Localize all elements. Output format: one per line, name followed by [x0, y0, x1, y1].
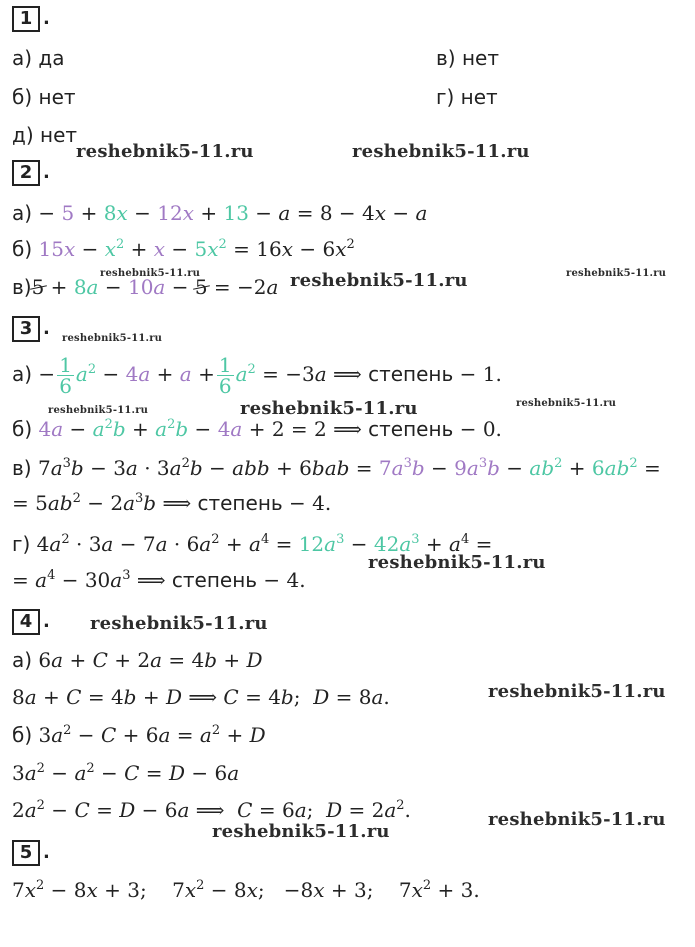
task-4-line-b2: $3a^2 - a^2 - C = D - 6a$: [12, 761, 240, 785]
task-4-line-a1: а) 6a + C + 2a = 4b + D: [12, 648, 263, 672]
task-1-answer-b: б) нет: [12, 85, 76, 109]
watermark: reshebnik5-11.ru: [100, 268, 201, 279]
watermark: reshebnik5-11.ru: [62, 333, 163, 344]
watermark: reshebnik5-11.ru: [90, 613, 268, 634]
task-1-answer-a: а) да: [12, 46, 65, 70]
watermark: reshebnik5-11.ru: [290, 270, 468, 291]
task-3-line-v2: = $5ab^2 - 2a^3b$ ⟹ степень − 4.: [12, 491, 332, 515]
task-1-answer-v: в) нет: [436, 46, 499, 70]
task-2-number: 2 .: [12, 160, 40, 186]
watermark: reshebnik5-11.ru: [516, 398, 617, 409]
task-3-number: 3 .: [12, 316, 40, 342]
watermark: reshebnik5-11.ru: [352, 141, 530, 162]
task-1-number: 1 .: [12, 6, 40, 32]
task-3-line-b: б) $4a - a^2b + a^2b - 4a + 2 = 2$ ⟹ степень − 0.: [12, 417, 502, 441]
task-2-line-a: а) − 5 + 8x − 12x + 13 − a = 8 − 4x − a: [12, 201, 428, 225]
watermark: reshebnik5-11.ru: [566, 268, 667, 279]
task-2-line-v: в)5 + 8a − 10a − 5 = −2a: [12, 275, 279, 299]
task-3-line-a: а) − $\frac{1}{6}$ $a^2 - 4a + a$ + $\frac{1}{6}$ $a^2 = -3a$ ⟹ степень − 1.: [12, 353, 502, 398]
task-3-line-g2: = $a^4 - 30a^3$ ⟹ степень − 4.: [12, 568, 306, 592]
watermark: reshebnik5-11.ru: [368, 552, 546, 573]
task-3-line-v1: в) $7a^3b - 3a \cdot 3a^2b$ − abb + $6bab = 7a^3b - 9a^3b - ab^2 + 6ab^2$ =: [12, 456, 661, 480]
task-1-answer-g: г) нет: [436, 85, 498, 109]
task-1-answer-d: д) нет: [12, 123, 78, 147]
watermark: reshebnik5-11.ru: [76, 141, 254, 162]
watermark: reshebnik5-11.ru: [488, 681, 666, 702]
watermark: reshebnik5-11.ru: [48, 405, 149, 416]
task-4-number: 4 .: [12, 609, 40, 635]
task-4-line-b1: б) $3a^2 - C + 6a = a^2 + D$: [12, 723, 266, 747]
task-3-line-g1: г) $4a^2 \cdot 3a - 7a \cdot 6a^2 + a^4 = 12a^3 - 42a^3 + a^4$ =: [12, 532, 493, 556]
task-4-line-a2: 8a + C = 4b + D ⟹ C = 4b; D = 8a.: [12, 685, 390, 709]
watermark: reshebnik5-11.ru: [212, 821, 390, 842]
task-4-line-b3: $2a^2 - C = D - 6a$ ⟹ C = 6a; $D = 2a^2$.: [12, 798, 411, 822]
watermark: reshebnik5-11.ru: [488, 809, 666, 830]
watermark: reshebnik5-11.ru: [240, 398, 418, 419]
task-5-number: 5 .: [12, 840, 40, 866]
task-5-line: $7x^2 - 8x + 3$; $7x^2 - 8x$; −8x + 3; $7x^2 + 3$.: [12, 878, 480, 902]
task-2-line-b: б) $15x - x^2 + x - 5x^2 = 16x - 6x^2$: [12, 237, 355, 261]
